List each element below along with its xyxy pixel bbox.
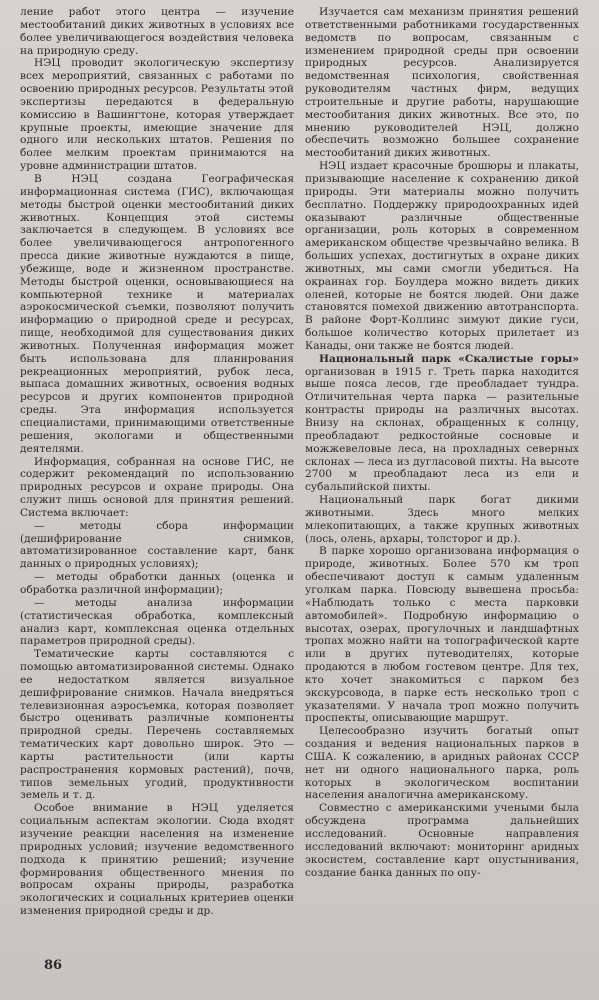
list-item: — методы анализа информации (статистическая обработка, комплексный анализ карт, комплексная оценка отдельных параметров природной среды).: [20, 596, 294, 648]
left-column: [20, 6, 294, 918]
paragraph: ление работ этого центра — изучение местообитаний диких животных в условиях все более увеличивающегося воздействия человека на природную среду.: [20, 6, 294, 57]
paragraph: Тематические карты составляются с помощью автоматизированной системы. Однако ее недостатком является визуальное дешифрирование снимков. Начала внедряться телевизионная аэросъемка, которая позволяет быстро оценивать различные компоненты природной среды. Перечень составляемых тематических карт довольно широк. Это — карты растительности (или карты распространения кормовых растений), почв, типов земельных угодий, продуктивности земель и т. д.: [20, 648, 294, 802]
paragraph: Национальный парк богат дикими животными. Здесь много мелких млекопитающих, а также крупных животных (лось, олень, архары, толсторог и др.).: [305, 494, 579, 545]
paragraph: Целесообразно изучить богатый опыт создания и ведения национальных парков в США. К сожалению, в аридных районах СССР нет ни одного национального парка, роль которых в экологическом воспитании населения аналогична американскому.: [305, 725, 579, 802]
paragraph: Информация, собранная на основе ГИС, не содержит рекомендаций по использованию природных ресурсов и охране природы. Она служит лишь основой для принятия решений. Система включает:: [20, 455, 294, 519]
paragraph: Особое внимание в НЭЦ уделяется социальным аспектам экологии. Сюда входят изучение реакции населения на изменение природных условий; изучение ведомственного подхода к принятию решений; изучение формирования общественного мнения по вопросам охраны природы, разработка экологических и социальных критериев оценки изменения природной среды и др.: [20, 802, 294, 918]
paragraph: В парке хорошо организована информация о природе, животных. Более 570 км троп обеспечивают доступ к самым удаленным уголкам парка. Повсюду вывешена просьба: «Наблюдать только с места парковки автомобилей». Подробную информацию о высотах, озерах, прогулочных и ландшафтных тропах можно найти на топографической карте или в других путеводителях, которые продаются в любом гостевом центре. Для тех, кто хочет знакомиться с парком без экскурсовода, в парке есть несколько троп с указателями. У начала троп можно получить проспекты, описывающие маршрут.: [305, 545, 579, 725]
list-item: — методы сбора информации (дешифрирование снимков, автоматизированное составление карт, банк данных о природных условиях);: [20, 519, 294, 571]
right-column: [305, 6, 579, 879]
paragraph-park: [305, 353, 579, 494]
page-number: 86: [44, 958, 63, 973]
paragraph: Изучается сам механизм принятия решений ответственными работниками государственных ведомств по вопросам, связанным с изменением природной среды при освоении природных ресурсов. Анализируется ведомственная психология, свойственная руководителям частных фирм, ведущих строительные и другие работы, нарушающие местообитания диких животных. Все это, по мнению руководителей НЭЦ, должно обеспечить возможно большее сохранение местообитаний диких животных.: [305, 6, 579, 160]
list-item: — методы обработки данных (оценка и обработка различной информации);: [20, 571, 294, 596]
paragraph: НЭЦ издает красочные брошюры и плакаты, призывающие население к сохранению дикой природы. Эти материалы можно получить бесплатно. Поддержку природоохранных идей оказывают различные общественные организации, роль которых в современном американском обществе чрезвычайно велика. В больших успехах, достигнутых в охране диких животных, мы сами смогли убедиться. На окраинах гор. Боулдера можно видеть диких оленей, которые не боятся людей. Они даже становятся помехой движению автотранспорта. В районе Форт-Коллинс зимуют дикие гуси, большое количество которых прилетает из Канады, они также не боятся людей.: [305, 160, 579, 352]
park-heading: Национальный парк «Скалистые горы»: [319, 352, 579, 365]
paragraph: В НЭЦ создана Географическая информационная система (ГИС), включающая методы быстрой оценки местообитаний диких животных. Концепция этой системы заключается в следующем. В условиях все более увеличивающегося антропогенного пресса дикие животные нуждаются в пище, убежище, воде и жизненном пространстве. Методы быстрой оценки, основывающиеся на компьютерной технике и материалах аэрокосмической съемки, позволяют получить информацию о природной среде и ресурсах, пище, необходимой для существования диких животных. Полученная информация может быть использована для планирования рекреационных мероприятий, рубок леса, выпаса домашних животных, освоения водных ресурсов и других компонентов природной среды. Эта информация используется специалистами, принимающими ответственные решения, экологами и общественными деятелями.: [20, 172, 294, 455]
paragraph: НЭЦ проводит экологическую экспертизу всех мероприятий, связанных с работами по освоению природных ресурсов. Результаты этой экспертизы передаются в федеральную комиссию в Вашингтоне, которая утверждает крупные проекты, имеющие значение для одного или нескольких штатов. Решения по более мелким проектам принимаются на уровне администрации штатов.: [20, 57, 294, 173]
paragraph: Совместно с американскими учеными была обсуждена программа дальнейших исследований. Основные направления исследований включают: мониторинг аридных экосистем, составление карт опустынивания, создание банка данных по опу-: [305, 802, 579, 879]
paragraph-text: организован в 1915 г. Треть парка находится выше пояса лесов, где преобладает тундра. Отличительная черта парка — разительные контрасты природы на различных высотах. Внизу на склонах, обращенных к солнцу, преобладают редкостойные сосновые и можжевеловые леса, на прохладных северных склонах — леса из дугласовой пихты. На высоте 2700 м преобладают леса из ели и субальпийской пихты.: [305, 365, 579, 494]
